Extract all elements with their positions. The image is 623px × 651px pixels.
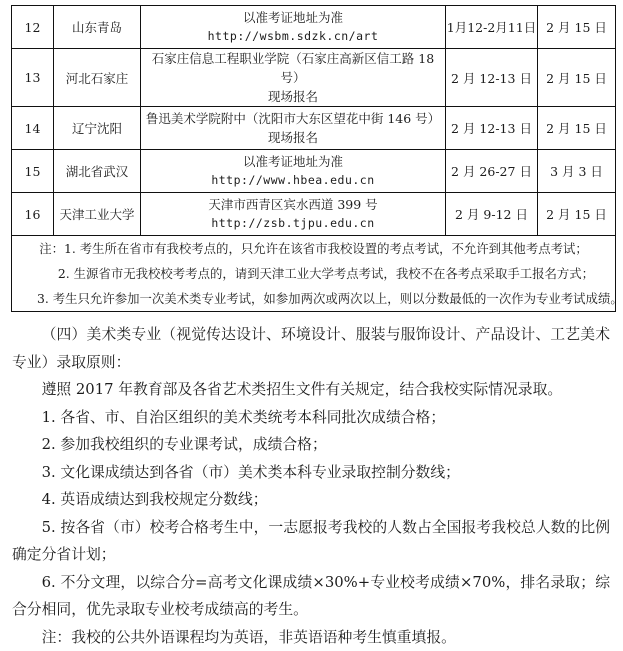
site-name: 湖北省武汉 [54, 150, 141, 193]
exam-sites-table [11, 5, 616, 312]
table-row-site-12 [12, 6, 616, 49]
rule-item-6: 6. 不分文理，以综合分=高考文化课成绩×30%+专业校考成绩×70%，排名录取；综合分相同，优先录取专业校考成绩高的考生。 [12, 569, 610, 624]
note-line-1 [12, 236, 615, 261]
notes-prefix: 注： [39, 241, 64, 256]
table-row-site-16 [12, 193, 616, 236]
site-address-cell [141, 193, 446, 236]
site-number: 12 [12, 6, 54, 49]
site-number: 13 [12, 49, 54, 107]
rule-item-2: 2. 参加我校组织的专业课考试，成绩合格； [12, 431, 610, 459]
signup-dates: 2 月 12-13 日 [446, 49, 538, 107]
signup-dates: 2 月 9-12 日 [446, 193, 538, 236]
address-line: 以准考证地址为准 [141, 152, 445, 171]
site-name: 山东青岛 [54, 6, 141, 49]
site-number: 16 [12, 193, 54, 236]
rule-item-5: 5. 按各省（市）校考合格考生中，一志愿报考我校的人数占全国报考我校总人数的比例确定分省计划； [12, 514, 610, 569]
site-number: 14 [12, 107, 54, 150]
site-address-cell [141, 150, 446, 193]
note-line-3: 3. 考生只允许参加一次美术类专业考试，如参加两次或两次以上，则以分数最低的一次作为专业考试成绩。 [37, 286, 615, 311]
table-notes-row [12, 236, 616, 312]
rule-item-1: 1. 各省、市、自治区组织的美术类统考本科同批次成绩合格； [12, 404, 610, 432]
address-line: 石家庄信息工程职业学院（石家庄高新区信工路 18 号） [141, 49, 445, 87]
address-line: 现场报名 [141, 87, 445, 106]
table-row-site-14 [12, 107, 616, 150]
site-address-cell [141, 107, 446, 150]
address-line: 鲁迅美术学院附中（沈阳市大东区望花中街 146 号） [141, 109, 445, 128]
exam-date: 2 月 15 日 [538, 6, 616, 49]
exam-date: 2 月 15 日 [538, 49, 616, 107]
admission-document-page [0, 5, 622, 636]
exam-date: 2 月 15 日 [538, 193, 616, 236]
table-row-site-15 [12, 150, 616, 193]
address-line: 以准考证地址为准 [141, 8, 445, 27]
exam-date: 2 月 15 日 [538, 107, 616, 150]
signup-dates: 2 月 26-27 日 [446, 150, 538, 193]
address-line: 天津市西青区宾水西道 399 号 [141, 195, 445, 214]
rule-item-4: 4. 英语成绩达到我校规定分数线； [12, 486, 610, 514]
address-url: http://www.hbea.edu.cn [141, 171, 445, 190]
recruitment-rules-section [12, 321, 610, 651]
rules-intro: 遵照 2017 年教育部及各省艺术类招生文件有关规定，结合我校实际情况录取。 [12, 376, 610, 404]
note-line-2: 2. 生源省市无我校校考考点的，请到天津工业大学考点考试，我校不在各考点采取手工报名方式； [37, 261, 615, 286]
rule-item-3: 3. 文化课成绩达到各省（市）美术类本科专业录取控制分数线； [12, 459, 610, 487]
signup-dates: 2 月 12-13 日 [446, 107, 538, 150]
rules-heading: （四）美术类专业（视觉传达设计、环境设计、服装与服饰设计、产品设计、工艺美术专业）录取原则： [12, 321, 610, 376]
table-notes [12, 236, 616, 312]
address-url: http://zsb.tjpu.edu.cn [141, 214, 445, 233]
address-url: http://wsbm.sdzk.cn/art [141, 27, 445, 46]
site-name: 河北石家庄 [54, 49, 141, 107]
site-address-cell [141, 6, 446, 49]
site-number: 15 [12, 150, 54, 193]
site-name: 辽宁沈阳 [54, 107, 141, 150]
address-line: 现场报名 [141, 128, 445, 147]
table-row-site-13 [12, 49, 616, 107]
note-item: 1. 考生所在省市有我校考点的，只允许在该省市我校设置的考点考试，不允许到其他考点考试； [64, 241, 588, 256]
signup-dates: 1月12-2月11日 [446, 6, 538, 49]
site-name: 天津工业大学 [54, 193, 141, 236]
english-language-note: 注：我校的公共外语课程均为英语，非英语语种考生慎重填报。 [12, 624, 610, 651]
site-address-cell [141, 49, 446, 107]
exam-date: 3 月 3 日 [538, 150, 616, 193]
